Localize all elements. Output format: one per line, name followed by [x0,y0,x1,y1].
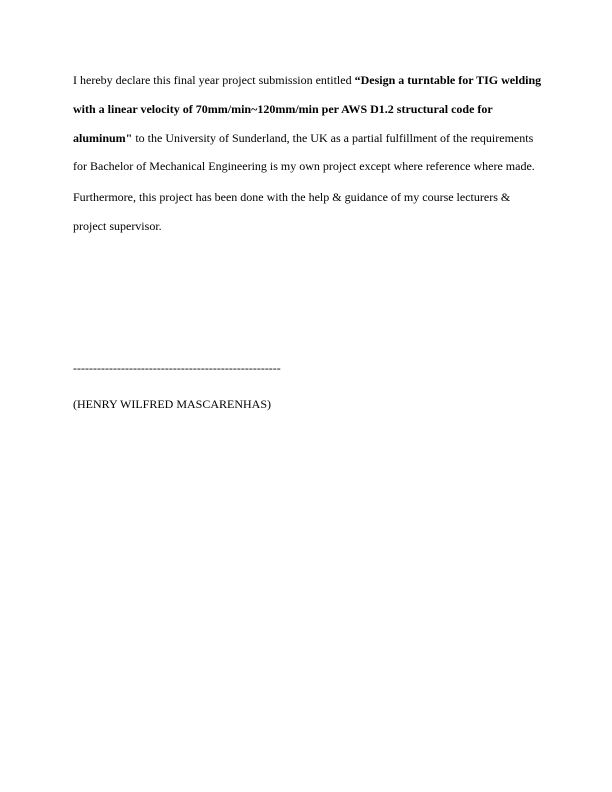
declaration-paragraph [73,66,543,181]
signatory-name: (HENRY WILFRED MASCARENHAS) [73,397,272,411]
declaration-rest: to the University of Sunderland, the UK as a partial fulfillment of the requirements for Bachelor of Mechanical Engineering is my own project except where reference where made. [73,130,535,174]
acknowledgement-paragraph: Furthermore, this project has been done with the help & guidance of my course lecturers & project supervisor. [73,190,511,233]
declaration-intro: I hereby declare this final year project submission entitled [73,73,355,87]
signature-line: ---------------------------------------------------- [73,361,281,375]
project-title: “Design a turntable for TIG welding with a linear velocity of 70mm/min~120mm/min per AWS D1.2 structural code for aluminum" [73,73,542,145]
